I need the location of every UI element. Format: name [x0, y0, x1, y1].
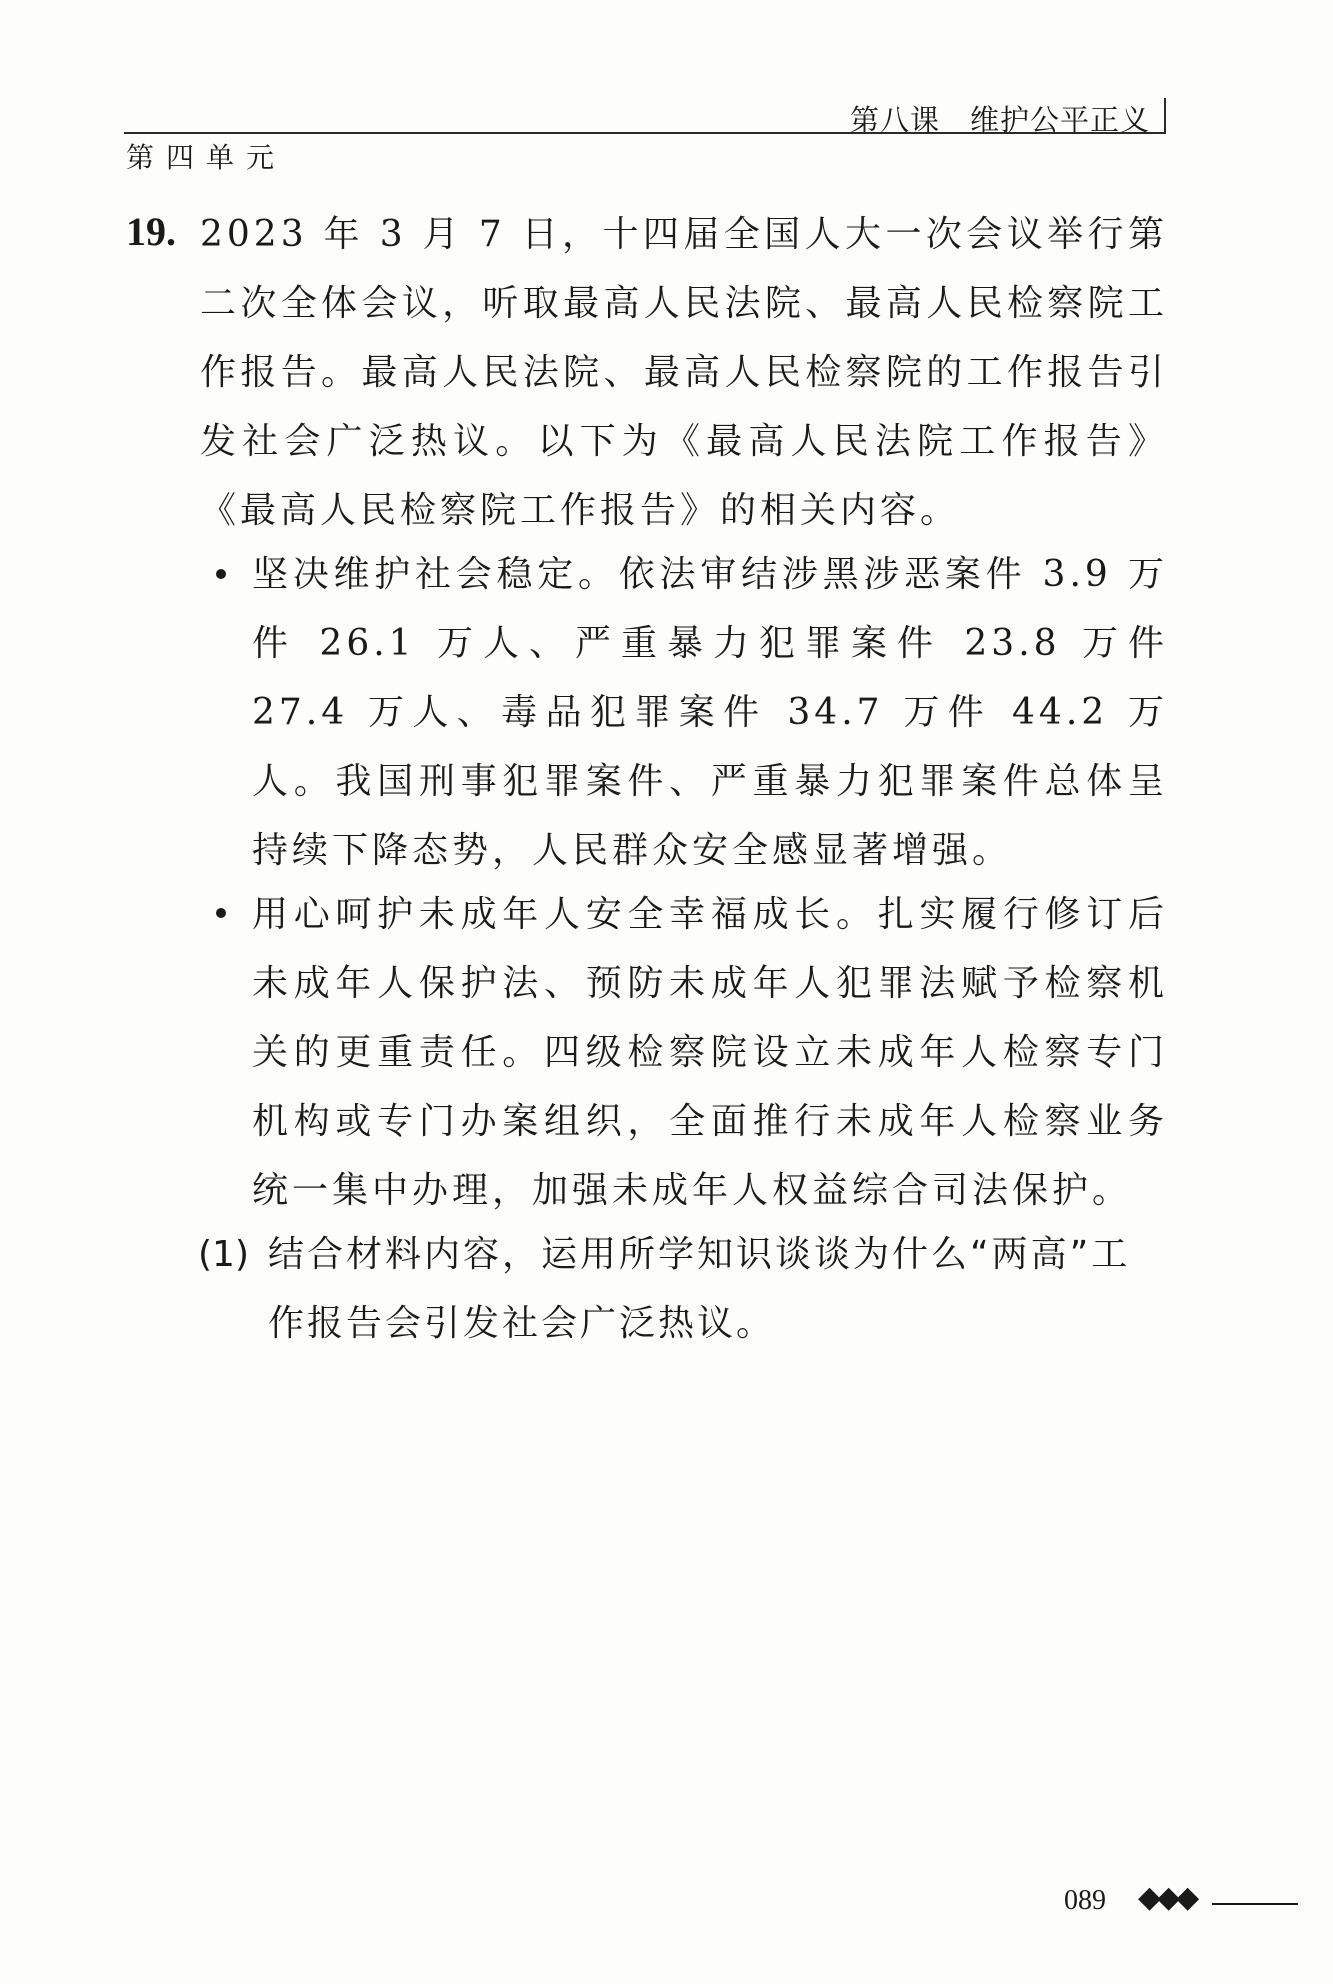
question-stem: 2023 年 3 月 7 日，十四届全国人大一次会议举行第二次全体会议，听取最高人民法院、最高人民检察院工作报告。最高人民法院、最高人民检察院的工作报告引发社会广泛热议。以下为《最高人民法院工作报告》《最高人民检察院工作报告》的相关内容。	[200, 214, 1168, 531]
page-number: 089	[1064, 1885, 1106, 1916]
lesson-title: 第八课 维护公平正义	[850, 103, 1151, 137]
sub-question-text: 结合材料内容，运用所学知识谈谈为什么“两高”工作报告会引发社会广泛热议。	[268, 1234, 1131, 1344]
unit-title: 第四单元	[126, 141, 287, 174]
footer-rule	[1212, 1903, 1298, 1905]
bullet-dot-icon	[216, 908, 226, 918]
header-rule-tick	[1164, 98, 1166, 134]
question-number: 19.	[126, 209, 176, 254]
sub-question-label: (1)	[198, 1234, 249, 1275]
material-bullet-1: 坚决维护社会稳定。依法审结涉黑涉恶案件 3.9 万件 26.1 万人、严重暴力犯罪案件 23.8 万件 27.4 万人、毒品犯罪案件 34.7 万件 44.2 万人。我国刑事犯罪案件、严重暴力犯罪案件总体呈持续下降态势，人民群众安全感显著增强。	[252, 554, 1168, 871]
material-bullet-2: 用心呵护未成年人安全幸福成长。扎实履行修订后未成年人保护法、预防未成年人犯罪法赋予检察机关的更重责任。四级检察院设立未成年人检察专门机构或专门办案组织，全面推行未成年人检察业务统一集中办理，加强未成年人权益综合司法保护。	[252, 894, 1168, 1211]
diamond-ornament-icon: ◆◆◆	[1138, 1880, 1196, 1915]
bullet-dot-icon	[216, 569, 226, 579]
